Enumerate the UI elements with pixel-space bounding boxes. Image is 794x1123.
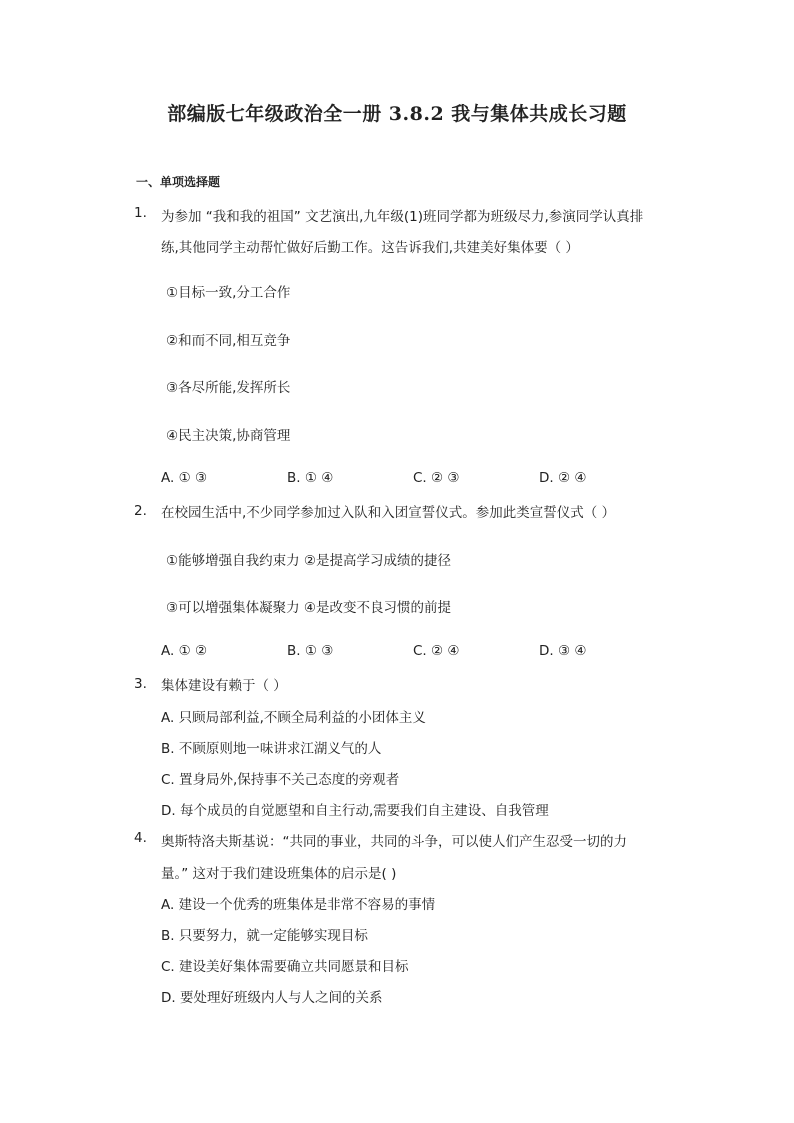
question-3-option-b[interactable]: B. 不顾原则地一味讲求江湖义气的人 <box>161 741 382 757</box>
question-4-option-c[interactable]: C. 建设美好集体需要确立共同愿景和目标 <box>161 959 409 975</box>
question-1-text-line-1: 为参加 “我和我的祖国” 文艺演出,九年级(1)班同学都为班级尽力,参演同学认真排 <box>161 209 644 225</box>
question-1-option-b[interactable]: B. ① ④ <box>287 470 334 486</box>
question-4-number: 4. <box>134 830 147 846</box>
question-2-option-d[interactable]: D. ③ ④ <box>539 643 587 659</box>
question-4-text-line-2: 量。” 这对于我们建设班集体的启示是( ) <box>161 866 397 882</box>
question-2-option-a[interactable]: A. ① ② <box>161 643 208 659</box>
question-2-statements-row-2: ③可以增强集体凝聚力 ④是改变不良习惯的前提 <box>166 600 451 616</box>
question-4-option-d[interactable]: D. 要处理好班级内人与人之间的关系 <box>161 990 383 1006</box>
question-1-text-line-2: 练,其他同学主动帮忙做好后勤工作。这告诉我们,共建美好集体要（ ） <box>161 240 579 256</box>
question-1-number: 1. <box>134 205 147 221</box>
question-4-option-a[interactable]: A. 建设一个优秀的班集体是非常不容易的事情 <box>161 897 436 913</box>
page-title: 部编版七年级政治全一册 3.8.2 我与集体共成长习题 <box>167 103 627 125</box>
question-1-option-c[interactable]: C. ② ③ <box>413 470 460 486</box>
question-1-option-d[interactable]: D. ② ④ <box>539 470 587 486</box>
question-2-option-c[interactable]: C. ② ④ <box>413 643 460 659</box>
question-3-number: 3. <box>134 676 147 692</box>
question-2-option-b[interactable]: B. ① ③ <box>287 643 334 659</box>
question-1-statement-2: ②和而不同,相互竞争 <box>166 333 291 349</box>
question-3-text-line-1: 集体建设有赖于（ ） <box>161 678 287 694</box>
question-1-statement-3: ③各尽所能,发挥所长 <box>166 380 291 396</box>
question-3-option-a[interactable]: A. 只顾局部利益,不顾全局利益的小团体主义 <box>161 710 426 726</box>
question-2-statements-row-1: ①能够增强自我约束力 ②是提高学习成绩的捷径 <box>166 553 451 569</box>
question-3-option-d[interactable]: D. 每个成员的自觉愿望和自主行动,需要我们自主建设、自我管理 <box>161 803 549 819</box>
question-3-option-c[interactable]: C. 置身局外,保持事不关己态度的旁观者 <box>161 772 400 788</box>
question-1-statement-4: ④民主决策,协商管理 <box>166 428 291 444</box>
question-4-text-line-1: 奥斯特洛夫斯基说：“共同的事业，共同的斗争，可以使人们产生忍受一切的力 <box>161 834 627 850</box>
section-heading: 一、单项选择题 <box>136 175 221 189</box>
question-4-option-b[interactable]: B. 只要努力，就一定能够实现目标 <box>161 928 368 944</box>
question-2-number: 2. <box>134 503 147 519</box>
question-1-option-a[interactable]: A. ① ③ <box>161 470 208 486</box>
question-2-text-line-1: 在校园生活中,不少同学参加过入队和入团宣誓仪式。参加此类宣誓仪式（ ） <box>161 505 616 521</box>
question-1-statement-1: ①目标一致,分工合作 <box>166 285 291 301</box>
